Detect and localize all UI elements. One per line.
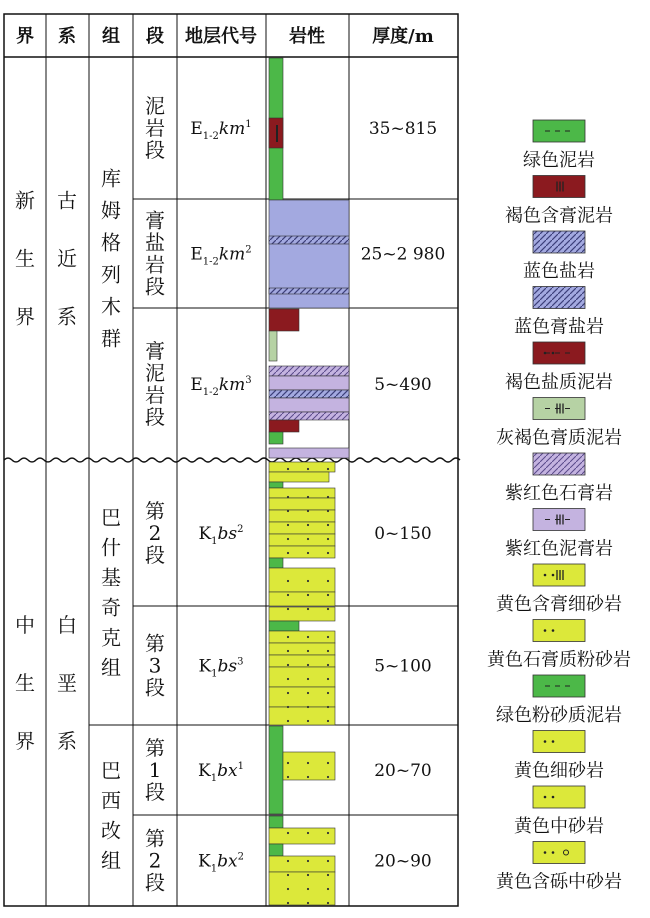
legend-item xyxy=(496,675,622,726)
legend-item xyxy=(505,176,613,227)
member-label xyxy=(145,736,165,804)
header-erathem: 界 xyxy=(16,26,34,47)
legend-label: 蓝色盐岩 xyxy=(523,261,595,282)
legend-item xyxy=(505,509,613,560)
svg-text:第2段: 第 2 段 xyxy=(145,826,165,895)
thickness-value: 20~70 xyxy=(374,761,432,781)
lithology-column xyxy=(269,58,349,905)
svg-text:第3段: 第 3 段 xyxy=(145,631,165,700)
header-system: 系 xyxy=(58,26,76,47)
unconformity-line xyxy=(4,458,460,462)
svg-text:巴什基奇克组: 巴什基奇克组 xyxy=(101,505,121,680)
stratum-code: $E_{1-2}km^1$ xyxy=(190,119,252,142)
system-label xyxy=(57,189,77,329)
member-label xyxy=(145,827,165,895)
legend-label: 紫红色石膏岩 xyxy=(505,483,613,504)
stratum-code: $K_1bs^2$ xyxy=(198,524,244,547)
legend-swatch xyxy=(533,620,585,642)
legend-item xyxy=(496,398,622,449)
stratum-code: $E_{1-2}km^3$ xyxy=(190,375,252,398)
system-column xyxy=(57,189,77,754)
legend-label: 黄色细砂岩 xyxy=(514,760,604,782)
thickness-value: 20~90 xyxy=(374,851,432,872)
legend-item xyxy=(496,842,622,893)
legend-label: 黄色石膏质粉砂岩 xyxy=(487,649,631,671)
legend-swatch xyxy=(533,731,585,753)
header-thickness: 厚度/m xyxy=(372,26,434,47)
legend-label: 绿色泥岩 xyxy=(523,150,595,171)
legend-swatch xyxy=(533,287,585,309)
legend-label: 黄色中砂岩 xyxy=(514,816,604,837)
legend-item xyxy=(505,342,613,393)
legend-label: 黄色含膏细砂岩 xyxy=(496,594,622,615)
legend-label: 绿色粉砂质泥岩 xyxy=(496,705,622,726)
thickness-value: 5~100 xyxy=(374,656,432,677)
legend-swatch xyxy=(533,842,585,864)
svg-text:第1段: 第 1 段 xyxy=(145,736,165,804)
legend-item xyxy=(514,731,604,782)
group-label xyxy=(101,759,121,873)
code-column xyxy=(190,119,251,875)
legend-item xyxy=(487,620,631,671)
group-column xyxy=(101,167,121,873)
stratum-code: $K_1bx^2$ xyxy=(198,851,244,875)
legend-item xyxy=(505,453,613,504)
system-label xyxy=(57,613,77,753)
stratum-code: $K_1bx^1$ xyxy=(198,761,244,784)
header-member: 段 xyxy=(146,26,164,47)
legend-label: 蓝色膏盐岩 xyxy=(514,316,604,338)
erathem-column xyxy=(15,189,35,754)
header-code: 地层代号 xyxy=(185,26,257,47)
legend-swatch xyxy=(533,176,585,198)
legend-swatch xyxy=(533,564,585,586)
svg-text:库姆格列木群: 库姆格列木群 xyxy=(101,166,121,351)
group-label xyxy=(101,167,121,351)
legend-swatch xyxy=(533,453,585,475)
thickness-column xyxy=(361,119,446,872)
thickness-value: 25~2 980 xyxy=(360,244,446,265)
header-lithology: 岩性 xyxy=(289,26,325,47)
legend-label: 紫红色泥膏岩 xyxy=(505,538,613,560)
legend-item xyxy=(523,120,595,171)
svg-text:泥岩段: 泥岩段 xyxy=(145,94,165,162)
erathem-label xyxy=(15,189,35,329)
erathem-label xyxy=(15,613,35,753)
group-label xyxy=(101,506,121,680)
legend-swatch xyxy=(533,786,585,808)
legend-label: 褐色盐质泥岩 xyxy=(505,372,613,393)
legend-label: 褐色含膏泥岩 xyxy=(505,205,613,227)
legend xyxy=(487,120,631,893)
legend-item xyxy=(496,564,622,615)
thickness-value: 5~490 xyxy=(374,375,432,395)
thickness-value: 0~150 xyxy=(374,524,432,544)
svg-text:古近系: 古近系 xyxy=(57,188,77,329)
legend-item xyxy=(514,287,604,338)
member-label xyxy=(145,94,165,162)
stratum-code: $K_1bs^3$ xyxy=(198,656,244,680)
svg-text:膏泥岩段: 膏泥岩段 xyxy=(145,339,165,429)
svg-text:白垩系: 白垩系 xyxy=(57,613,77,753)
legend-label: 黄色含砾中砂岩 xyxy=(496,871,622,893)
svg-text:第2段: 第 2 段 xyxy=(145,499,165,567)
legend-item xyxy=(514,786,604,837)
member-label xyxy=(145,499,165,567)
member-column xyxy=(145,94,165,895)
svg-text:膏盐岩段: 膏盐岩段 xyxy=(145,208,165,299)
member-label xyxy=(145,632,165,700)
member-label xyxy=(145,209,165,299)
stratum-code: $E_{1-2}km^2$ xyxy=(190,244,252,268)
svg-text:新生界: 新生界 xyxy=(15,188,35,329)
svg-text:中生界: 中生界 xyxy=(15,613,35,753)
svg-text:巴西改组: 巴西改组 xyxy=(101,758,121,873)
table-header xyxy=(16,25,434,47)
legend-item xyxy=(523,231,595,282)
legend-swatch xyxy=(533,231,585,253)
thickness-value: 35~815 xyxy=(368,119,438,139)
member-label xyxy=(145,339,165,429)
header-group: 组 xyxy=(102,26,120,47)
legend-label: 灰褐色膏质泥岩 xyxy=(496,427,622,449)
